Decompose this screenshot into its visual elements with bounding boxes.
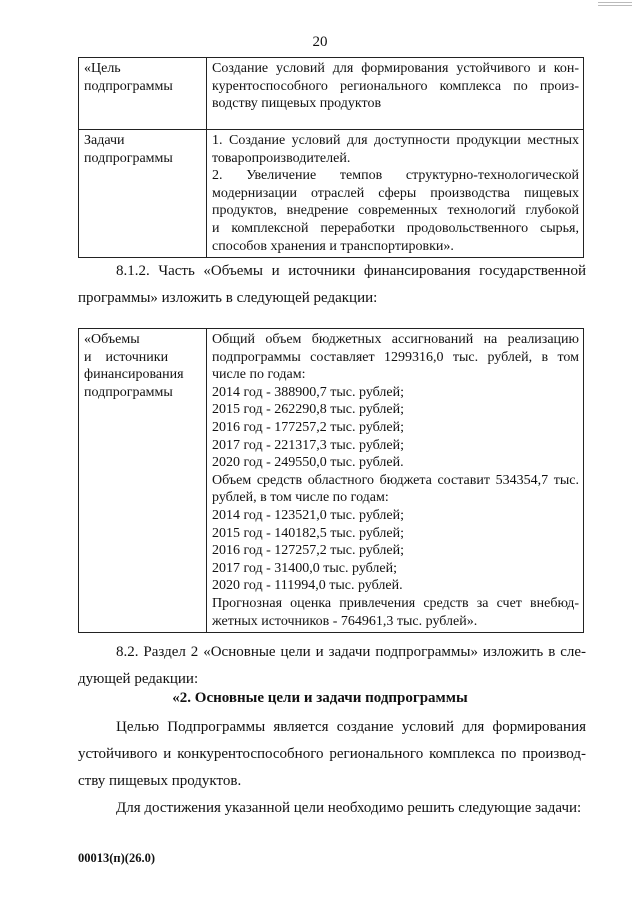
cell-text-line: товаропроизводителей. (212, 150, 351, 166)
cell-label-line: Задачи (84, 133, 125, 148)
cell-text-line: подпрограммы составляет 1299316,0 тыс. рублей, в том (212, 349, 579, 365)
cell-text-line: жетных источников - 764961,3 тыс. рублей». (212, 613, 478, 629)
cell-text-line: способов хранения и транспортировки». (212, 238, 454, 254)
table-row (79, 130, 584, 258)
cell-text-line: Прогнозная оценка привлечения средств за счет внебюд- (212, 595, 579, 611)
cell-label-line: и источники (84, 349, 169, 365)
table-row (79, 329, 584, 633)
cell-text-line: Общий объем бюджетных ассигнований на реализацию (212, 332, 579, 347)
cell-text-line: рублей, в том числе по годам: (212, 490, 389, 506)
section-heading: «2. Основные цели и задачи подпрограммы (172, 690, 468, 706)
cell-text-line: 2015 год - 140182,5 тыс. рублей; (212, 525, 405, 541)
goal-label-cell (79, 58, 207, 130)
financing-label-cell (79, 329, 207, 633)
cell-label-line: финансирования (84, 367, 184, 383)
cell-text-line: и комплексной переработки продовольственного сырья, (212, 220, 579, 236)
cell-text-line: 2016 год - 127257,2 тыс. рублей; (212, 543, 405, 559)
cell-text-line: 2017 год - 31400,0 тыс. рублей; (212, 560, 398, 576)
cell-label-line: подпрограммы (84, 384, 173, 400)
cell-label-line: «Цель (84, 61, 121, 76)
footer-document-code: 00013(п)(26.0) (78, 851, 155, 865)
table-row (79, 58, 584, 130)
cell-text-line: 2015 год - 262290,8 тыс. рублей; (212, 402, 405, 418)
cell-label-line: подпрограммы (84, 150, 173, 166)
cell-text-line: Объем средств областного бюджета составит 534354,7 тыс. (212, 472, 579, 488)
goals-tasks-table (78, 57, 584, 258)
goal-text-cell (207, 58, 584, 130)
cell-text-line: продуктов, внедрение современных технологий глубокой (212, 203, 579, 219)
cell-text-line: 2020 год - 111994,0 тыс. рублей. (212, 578, 403, 594)
tasks-text-cell (207, 130, 584, 258)
financing-text-cell (207, 329, 584, 633)
cell-text-line: 2016 год - 177257,2 тыс. рублей; (212, 419, 405, 435)
cell-text-line: 2. Увеличение темпов структурно-технологической (212, 168, 579, 184)
paragraph-tasks: Для достижения указанной цели необходимо решить следующие задачи: (116, 800, 582, 816)
cell-text-line: курентоспособного регионального комплекса по произ- (212, 78, 579, 94)
paragraph-goal: Целью Подпрограммы является создание условий для формирования устойчивого и конкурентоспособного регионального комплекса по производ-ству пищевых продуктов. (78, 719, 586, 789)
paragraph-8-1-2: 8.1.2. Часть «Объемы и источники финансирования государственной программы» изложить в следующей редакции: (78, 263, 586, 306)
tasks-label-cell (79, 130, 207, 258)
cell-label-line: подпрограммы (84, 78, 173, 94)
financing-table (78, 328, 584, 633)
cell-text-line: 2014 год - 123521,0 тыс. рублей; (212, 507, 405, 523)
page-number: 20 (312, 34, 328, 50)
cell-text-line: 1. Создание условий для доступности продукции местных (212, 133, 579, 148)
cell-text-line: 2017 год - 221317,3 тыс. рублей; (212, 437, 405, 453)
cell-label-line: «Объемы (84, 332, 140, 347)
cell-text-line: модернизации отраслей сферы производства пищевых (212, 185, 579, 201)
cell-text-line: числе по годам: (212, 367, 306, 383)
paragraph-8-2: 8.2. Раздел 2 «Основные цели и задачи подпрограммы» изложить в сле-дующей редакции: (78, 644, 586, 687)
scan-corner-mark (598, 2, 632, 12)
cell-text-line: водству пищевых продуктов (212, 96, 382, 112)
cell-text-line: 2020 год - 249550,0 тыс. рублей. (212, 455, 404, 471)
cell-text-line: Создание условий для формирования устойчивого и кон- (212, 61, 579, 76)
cell-text-line: 2014 год - 388900,7 тыс. рублей; (212, 384, 405, 400)
